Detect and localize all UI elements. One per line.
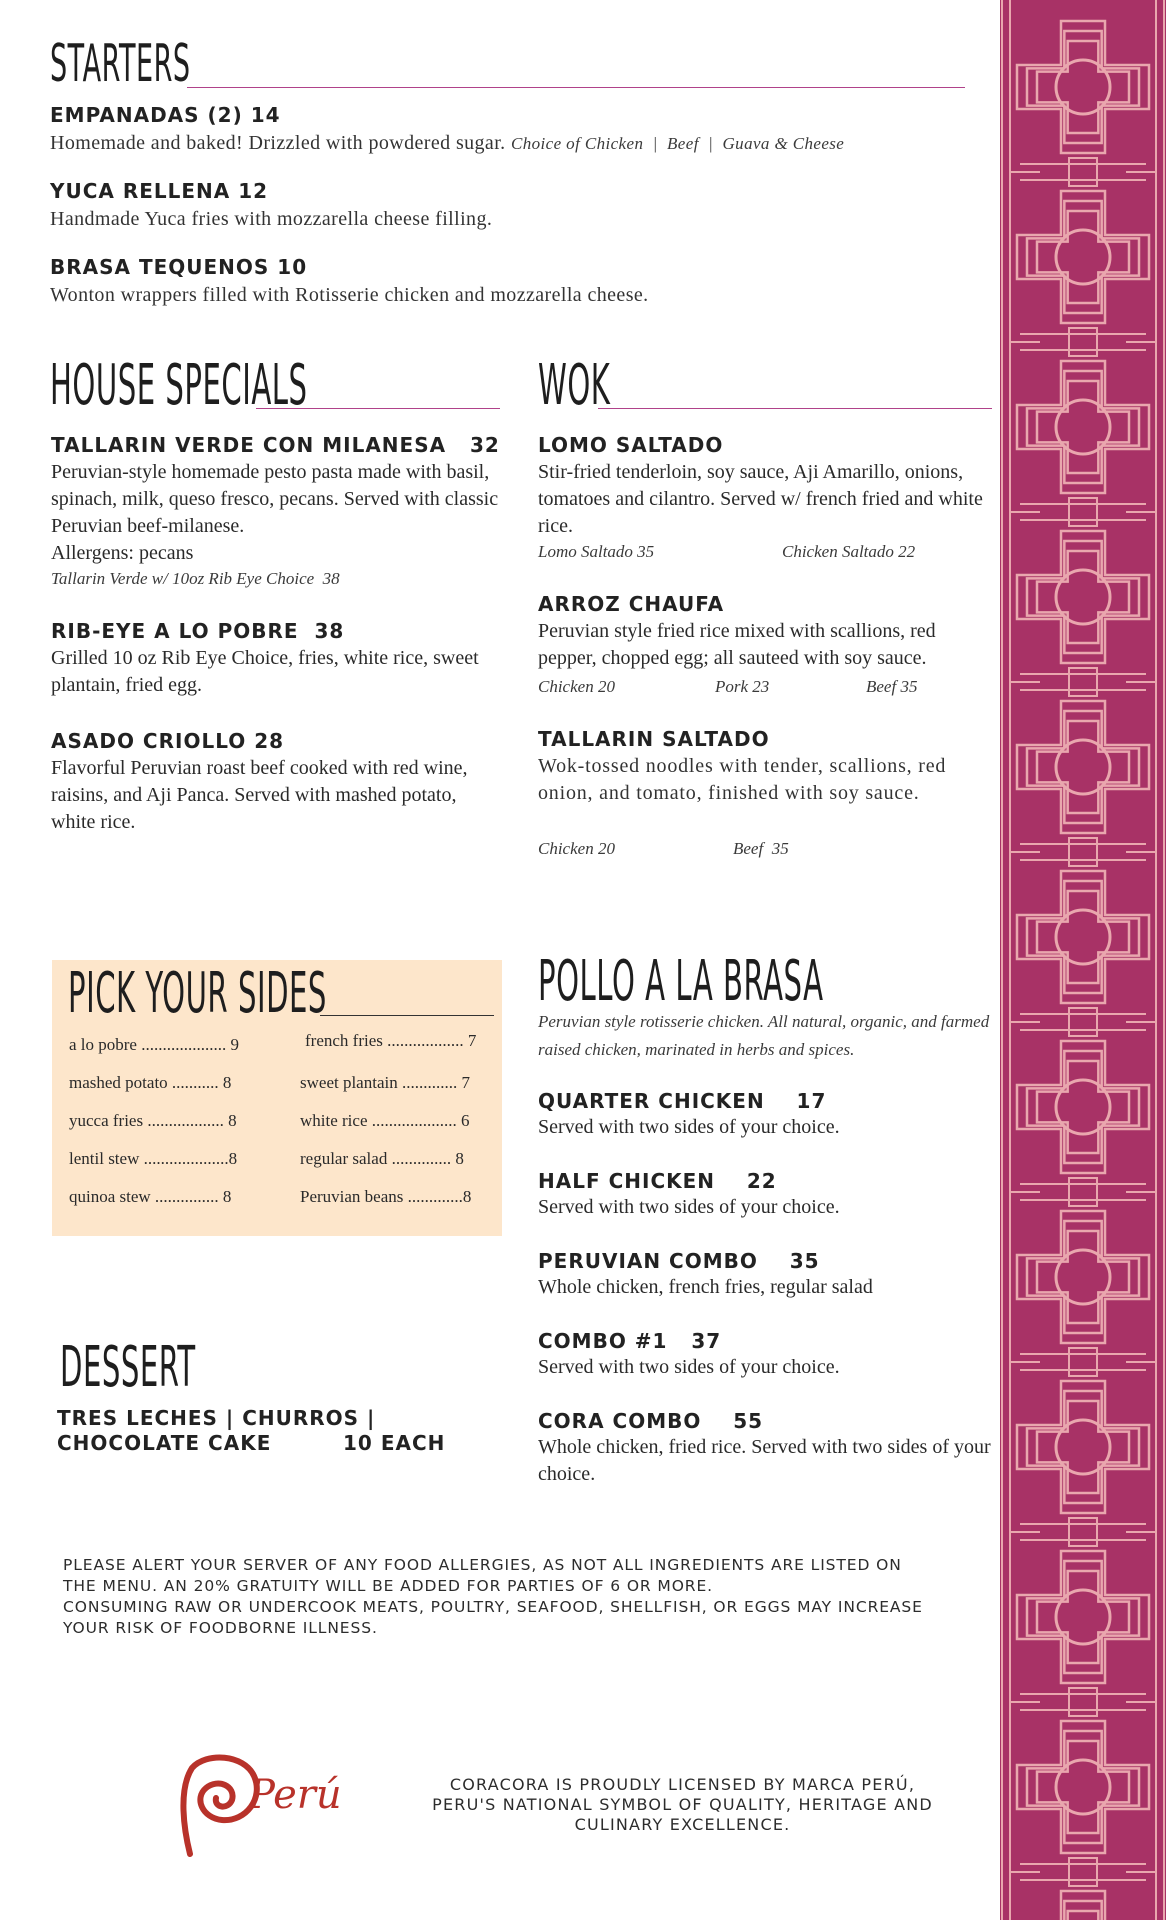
- marca-peru-logo: [170, 1750, 350, 1860]
- arroz-chaufa-title: ARROZ CHAUFA: [538, 592, 725, 616]
- allergy-notice: [63, 1555, 993, 1639]
- notice-line-2: THE MENU. AN 20% GRATUITY WILL BE ADDED FOR PARTIES OF 6 OR MORE.: [63, 1577, 713, 1595]
- yuca-description: Handmade Yuca fries with mozzarella cheese filling.: [50, 208, 493, 230]
- dessert-heading: DESSERT: [60, 1335, 196, 1400]
- license-line-3: CULINARY EXCELLENCE.: [574, 1815, 791, 1834]
- arroz-chaufa-option-2: Pork 23: [715, 677, 770, 696]
- yuca-title: YUCA RELLENA 12: [50, 179, 269, 203]
- empanadas-desc-text: Homemade and baked! Drizzled with powdered sugar.: [50, 132, 506, 154]
- tallarin-verde-title: TALLARIN VERDE CON MILANESA 32: [51, 433, 500, 457]
- dessert-line-2: CHOCOLATE CAKE 10 EACH: [57, 1431, 446, 1455]
- tallarin-saltado-description: Wok-tossed noodles with tender, scallions, red onion, and tomato, finished with soy sauce.: [538, 755, 947, 804]
- side-item-right-2: white rice .................... 6: [300, 1111, 470, 1130]
- starters-rule: [187, 87, 965, 88]
- house-specials-rule: [256, 408, 500, 409]
- asado-description: Flavorful Peruvian roast beef cooked with red wine, raisins, and Aji Panca. Served with mashed potato, white rice.: [51, 757, 468, 833]
- notice-line-3: CONSUMING RAW OR UNDERCOOK MEATS, POULTRY, SEAFOOD, SHELLFISH, OR EGGS MAY INCREASE: [63, 1598, 923, 1616]
- empanadas-title: EMPANADAS (2) 14: [50, 103, 281, 127]
- tallarin-saltado-option-1: Chicken 20: [538, 839, 615, 858]
- cora-combo-title: CORA COMBO 55: [538, 1409, 764, 1433]
- notice-line-1: PLEASE ALERT YOUR SERVER OF ANY FOOD ALLERGIES, AS NOT ALL INGREDIENTS ARE LISTED ON: [63, 1556, 902, 1574]
- side-item-right-0: french fries .................. 7: [305, 1031, 477, 1050]
- arroz-chaufa-option-1: Chicken 20: [538, 677, 615, 696]
- tequenos-title: BRASA TEQUENOS 10: [50, 255, 308, 279]
- lomo-saltado-description: Stir-fried tenderloin, soy sauce, Aji Amarillo, onions, tomatoes and cilantro. Served w/ french fried and white rice.: [538, 461, 983, 537]
- side-item-left-4: quinoa stew ............... 8: [69, 1187, 232, 1206]
- tallarin-saltado-option-2: Beef 35: [733, 839, 789, 858]
- half-chicken-description: Served with two sides of your choice.: [538, 1196, 840, 1218]
- quarter-chicken-description: Served with two sides of your choice.: [538, 1116, 840, 1138]
- wok-heading: WOK: [538, 353, 611, 418]
- asado-title: ASADO CRIOLLO 28: [51, 729, 285, 753]
- side-item-left-2: yucca fries .................. 8: [69, 1111, 237, 1130]
- ribeye-description: Grilled 10 oz Rib Eye Choice, fries, white rice, sweet plantain, fried egg.: [51, 647, 479, 696]
- andean-pattern-border: [1000, 0, 1166, 1920]
- license-line-2: PERU'S NATIONAL SYMBOL OF QUALITY, HERITAGE AND: [432, 1795, 933, 1814]
- starters-heading: STARTERS: [50, 34, 191, 94]
- empanadas-description: [50, 130, 844, 157]
- notice-line-4: YOUR RISK OF FOODBORNE ILLNESS.: [63, 1619, 378, 1637]
- lomo-saltado-option-1: Lomo Saltado 35: [538, 542, 655, 561]
- tallarin-saltado-title: TALLARIN SALTADO: [538, 727, 770, 751]
- side-item-left-0: a lo pobre .................... 9: [69, 1035, 239, 1054]
- combo-1-description: Served with two sides of your choice.: [538, 1356, 840, 1378]
- cora-combo-description: Whole chicken, fried rice. Served with two sides of your choice.: [538, 1436, 991, 1485]
- tallarin-verde-option: Tallarin Verde w/ 10oz Rib Eye Choice 38: [51, 569, 340, 588]
- side-item-right-4: Peruvian beans .............8: [300, 1187, 472, 1206]
- ribeye-title: RIB-EYE A LO POBRE 38: [51, 619, 345, 643]
- side-item-left-1: mashed potato ........... 8: [69, 1073, 232, 1092]
- side-item-right-1: sweet plantain ............. 7: [300, 1073, 470, 1092]
- quarter-chicken-title: QUARTER CHICKEN 17: [538, 1089, 827, 1113]
- empanadas-choices: Choice of Chicken | Beef | Guava & Cheese: [510, 134, 845, 153]
- tallarin-verde-description: Peruvian-style homemade pesto pasta made with basil, spinach, milk, queso fresco, pecans. Served with classic Peruvian beef-milanese.: [51, 461, 499, 537]
- arroz-chaufa-description: Peruvian style fried rice mixed with scallions, red pepper, chopped egg; all sauteed with soy sauce.: [538, 620, 936, 669]
- license-line-1: CORACORA IS PROUDLY LICENSED BY MARCA PERÚ,: [449, 1775, 916, 1794]
- sides-rule: [320, 1015, 494, 1016]
- pollo-intro: Peruvian style rotisserie chicken. All natural, organic, and farmed raised chicken, marinated in herbs and spices.: [538, 1012, 990, 1059]
- tallarin-verde-allergens: Allergens: pecans: [51, 542, 194, 564]
- arroz-chaufa-option-3: Beef 35: [866, 677, 918, 696]
- combo-1-title: COMBO #1 37: [538, 1329, 722, 1353]
- house-specials-heading: HOUSE SPECIALS: [50, 353, 308, 418]
- lomo-saltado-option-2: Chicken Saltado 22: [782, 542, 916, 561]
- pollo-heading: POLLO A LA BRASA: [538, 949, 824, 1014]
- peru-logo-text: Perú: [248, 1772, 342, 1818]
- half-chicken-title: HALF CHICKEN 22: [538, 1169, 777, 1193]
- dessert-line-1: TRES LECHES | CHURROS |: [57, 1406, 376, 1430]
- peruvian-combo-title: PERUVIAN COMBO 35: [538, 1249, 820, 1273]
- wok-rule: [598, 408, 992, 409]
- lomo-saltado-title: LOMO SALTADO: [538, 433, 724, 457]
- side-item-right-3: regular salad .............. 8: [300, 1149, 464, 1168]
- sides-heading: PICK YOUR SIDES: [68, 961, 327, 1026]
- tequenos-description: Wonton wrappers filled with Rotisserie chicken and mozzarella cheese.: [50, 284, 649, 306]
- side-item-left-3: lentil stew ....................8: [69, 1149, 238, 1168]
- peruvian-combo-description: Whole chicken, french fries, regular salad: [538, 1276, 873, 1298]
- license-statement: [420, 1775, 945, 1835]
